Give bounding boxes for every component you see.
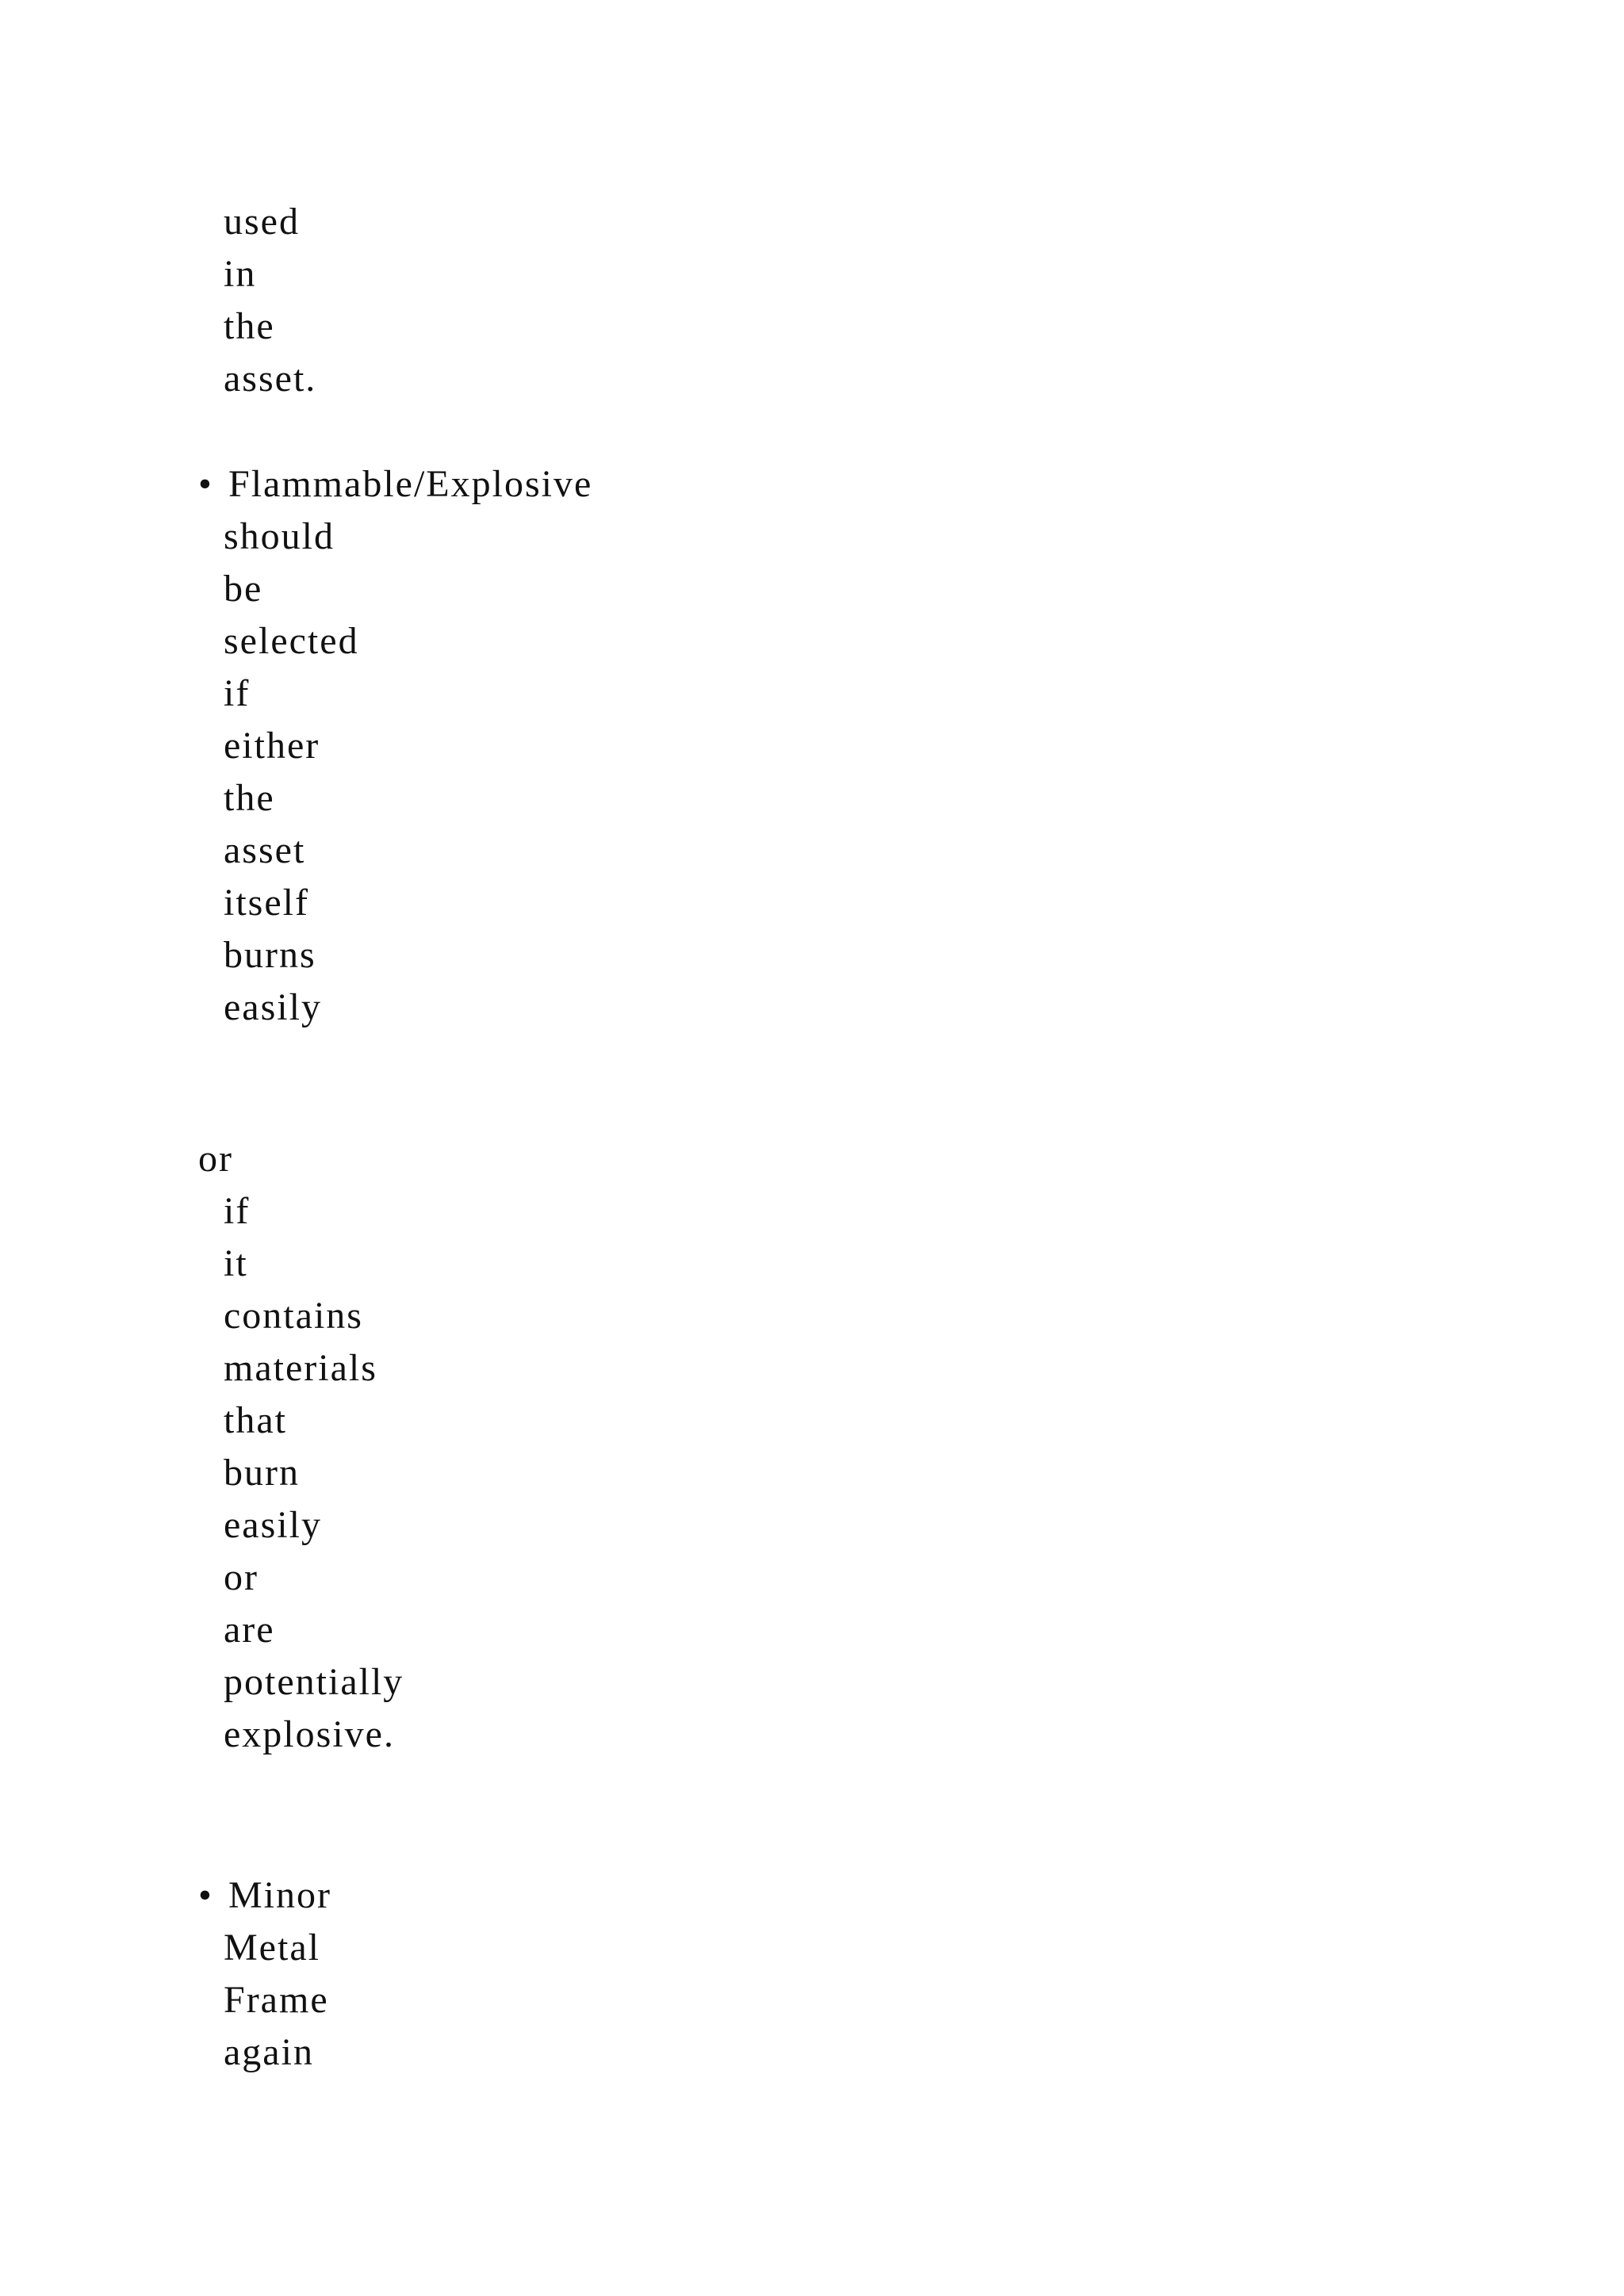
text-line: asset. [224,358,317,400]
text-line: or [198,1138,233,1180]
text-line: asset [224,829,306,871]
text-block-continuation [198,196,316,405]
text-line: itself [224,882,309,924]
text-line: easily [224,986,322,1028]
text-line: the [224,305,275,347]
text-line: if [224,672,251,714]
text-line: Metal [224,1927,320,1969]
text-line: easily [224,1504,322,1546]
text-line: either [224,725,320,767]
text-line: if [224,1190,251,1232]
text-line: burn [224,1452,300,1494]
text-line: contains [224,1295,363,1337]
text-line: should [224,515,335,557]
text-line: or [224,1556,259,1598]
text-line: again [224,2031,314,2073]
text-line: it [224,1242,248,1284]
text-line: Frame [224,1979,329,2021]
text-line: Minor [228,1874,331,1916]
text-line: materials [224,1347,377,1389]
text-line: burns [224,934,316,976]
text-line: in [224,253,257,295]
bullet-item-flammable [198,458,592,1034]
text-line: used [224,201,300,243]
bullet-item-minor-metal-frame [198,1869,331,2079]
text-line: potentially [224,1661,404,1703]
text-block-or [198,1133,404,1761]
text-line: the [224,777,275,819]
text-line: are [224,1609,275,1651]
text-line: explosive. [224,1713,395,1755]
bullet-glyph: • [198,1874,213,1916]
text-line: Flammable/Explosive [228,463,593,505]
bullet-glyph: • [198,463,213,505]
text-line: be [224,568,263,610]
bullet-first-line [198,1869,331,1922]
text-line: selected [224,620,359,662]
bullet-first-line [198,458,592,511]
text-line: that [224,1399,287,1441]
